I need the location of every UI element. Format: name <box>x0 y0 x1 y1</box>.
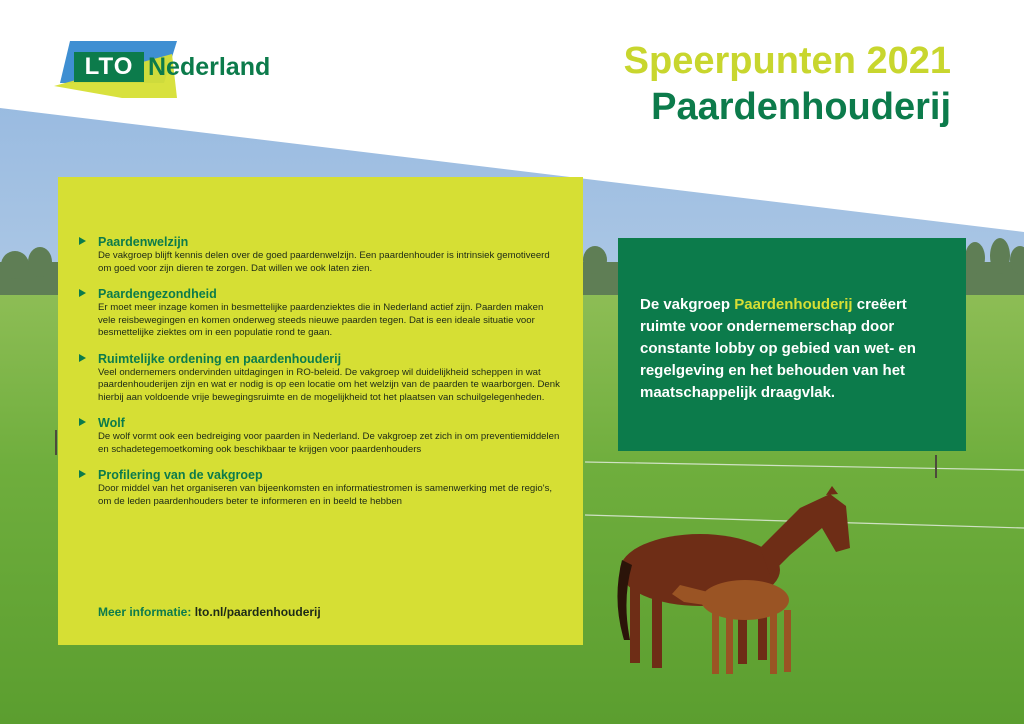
logo-abbreviation: LTO <box>74 52 144 82</box>
bullet-arrow-icon <box>79 470 86 478</box>
topic-body: Veel ondernemers ondervinden uitdagingen in RO-beleid. De vakgroep wil duidelijkheid scheppen in wat paardenhouderijen zijn en wat er nodig is op een locatie om het welzijn van de paarden te waarborgen. Denk hierbij aan voldoende vrije bewegingsruimte en de mogelijkheid tot het plaatsen van schuilgelegenheden. <box>98 366 560 403</box>
bullet-arrow-icon <box>79 418 86 426</box>
topic-paardengezondheid <box>98 287 561 340</box>
lto-logo <box>52 38 292 102</box>
topic-body: De vakgroep blijft kennis delen over de goed paardenwelzijn. Een paardenhouder is intrinsiek gemotiveerd om goed voor zijn dieren te zorgen. Dat willen we ook laten zien. <box>98 250 550 274</box>
statement-before: De vakgroep <box>640 296 735 313</box>
topic-heading: Wolf <box>98 416 125 430</box>
topic-profilering <box>98 468 561 508</box>
topic-heading: Paardenwelzijn <box>98 235 189 249</box>
topic-heading: Ruimtelijke ordening en paardenhouderij <box>98 351 342 366</box>
statement-after: creëert ruimte voor ondernemerschap door constante lobby op gebied van wet- en regelgeving en het behouden van het maatschappelijk draagvlak. <box>640 296 916 401</box>
topic-heading: Paardengezondheid <box>98 287 217 301</box>
statement-text <box>640 294 944 404</box>
bullet-arrow-icon <box>79 237 86 245</box>
topic-body: De wolf vormt ook een bedreiging voor paarden in Nederland. De vakgroep zet zich in om preventiemiddelen en schadetegemoetkoming ook beschikbaar te krijgen voor paardenhouders <box>98 431 560 455</box>
bullet-arrow-icon <box>79 354 86 362</box>
page-title-line-1: Speerpunten 2021 <box>623 40 951 82</box>
focus-points-panel <box>58 177 583 645</box>
more-info <box>98 605 321 619</box>
topic-wolf <box>98 416 561 456</box>
topic-paardenwelzijn <box>98 235 561 275</box>
statement-highlight: Paardenhouderij <box>734 296 853 313</box>
statement-panel <box>618 238 966 451</box>
more-info-label: Meer informatie: <box>98 605 192 619</box>
topic-body: Er moet meer inzage komen in besmettelijke paardenziektes die in Nederland actief zijn. Paarden maken vele reisbewegingen en komen onderweg steeds nieuwe paarden tegen. Dat is een ideale situatie voor besmettelijke ziektes om in een populatie rond te gaan. <box>98 302 544 338</box>
topic-body: Door middel van het organiseren van bijeenkomsten en informatiestromen is samenwerking met de regio's, om de leden paardenhouders beter te informeren en in beeld te hebben <box>98 483 553 507</box>
topic-heading: Profilering van de vakgroep <box>98 468 263 482</box>
bullet-arrow-icon <box>79 289 86 297</box>
logo-name: Nederland <box>148 53 271 81</box>
page-title-line-2: Paardenhouderij <box>651 86 951 128</box>
topic-ruimtelijke-ordening <box>98 352 561 405</box>
more-info-link[interactable]: lto.nl/paardenhouderij <box>194 605 321 619</box>
